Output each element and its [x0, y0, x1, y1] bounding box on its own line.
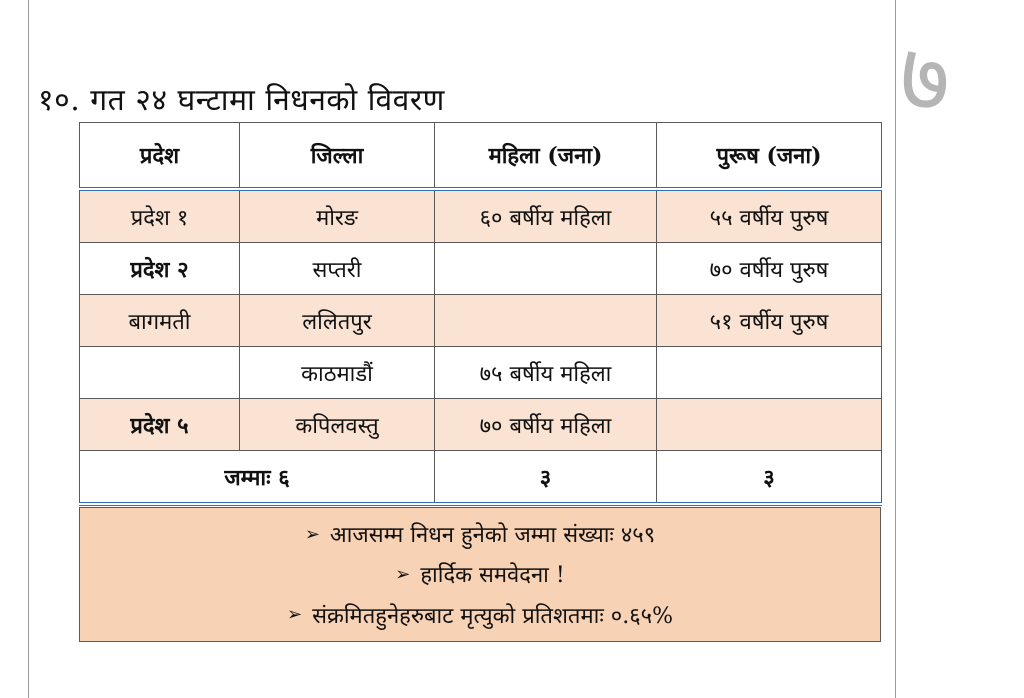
- arrow-bullet-icon: ➢: [304, 523, 320, 545]
- total-label: जम्माः ६: [80, 451, 435, 505]
- total-male: ३: [657, 451, 882, 505]
- header-male: पुरूष (जना): [657, 123, 882, 190]
- summary-text: संक्रमितहुनेहरुबाट मृत्युको प्रतिशतमाः ०.६५%: [312, 603, 673, 629]
- cell-district: ललितपुर: [240, 295, 435, 347]
- summary-line-total-deaths: [305, 519, 655, 549]
- cell-male: [657, 399, 882, 451]
- cell-province: प्रदेश ५: [80, 399, 240, 451]
- cell-district: कपिलवस्तु: [240, 399, 435, 451]
- arrow-bullet-icon: ➢: [395, 563, 411, 585]
- header-district: जिल्ला: [240, 123, 435, 190]
- page-number: ७: [900, 22, 950, 134]
- summary-line-death-rate: [287, 600, 673, 630]
- cell-male: ५१ वर्षीय पुरुष: [657, 295, 882, 347]
- cell-province: प्रदेश १: [80, 189, 240, 243]
- cell-district: मोरङ: [240, 189, 435, 243]
- cell-female: [435, 243, 657, 295]
- deaths-table: [79, 122, 882, 506]
- total-female: ३: [435, 451, 657, 505]
- cell-male: ५५ वर्षीय पुरुष: [657, 189, 882, 243]
- table-row: [80, 399, 882, 451]
- cell-male: [657, 347, 882, 399]
- header-female: महिला (जना): [435, 123, 657, 190]
- table-row: [80, 295, 882, 347]
- page-title: १०. गत २४ घन्टामा निधनको विवरण: [38, 83, 445, 118]
- cell-male: ७० वर्षीय पुरुष: [657, 243, 882, 295]
- table-row: [80, 189, 882, 243]
- cell-district: काठमाडौं: [240, 347, 435, 399]
- cell-female: ७० बर्षीय महिला: [435, 399, 657, 451]
- arrow-bullet-icon: ➢: [287, 604, 303, 626]
- cell-province: बागमती: [80, 295, 240, 347]
- summary-box: [79, 507, 881, 642]
- cell-district: सप्तरी: [240, 243, 435, 295]
- cell-female: ६० बर्षीय महिला: [435, 189, 657, 243]
- summary-line-condolence: [395, 559, 564, 589]
- table-row: [80, 347, 882, 399]
- cell-female: ७५ बर्षीय महिला: [435, 347, 657, 399]
- cell-province: [80, 347, 240, 399]
- summary-text: हार्दिक समवेदना !: [420, 563, 565, 589]
- cell-female: [435, 295, 657, 347]
- cell-province: प्रदेश २: [80, 243, 240, 295]
- table-total-row: [80, 451, 882, 505]
- header-province: प्रदेश: [80, 123, 240, 190]
- table-row: [80, 243, 882, 295]
- summary-text: आजसम्म निधन हुनेको जम्मा संख्याः ४५९: [329, 523, 656, 549]
- table-header-row: [80, 123, 882, 190]
